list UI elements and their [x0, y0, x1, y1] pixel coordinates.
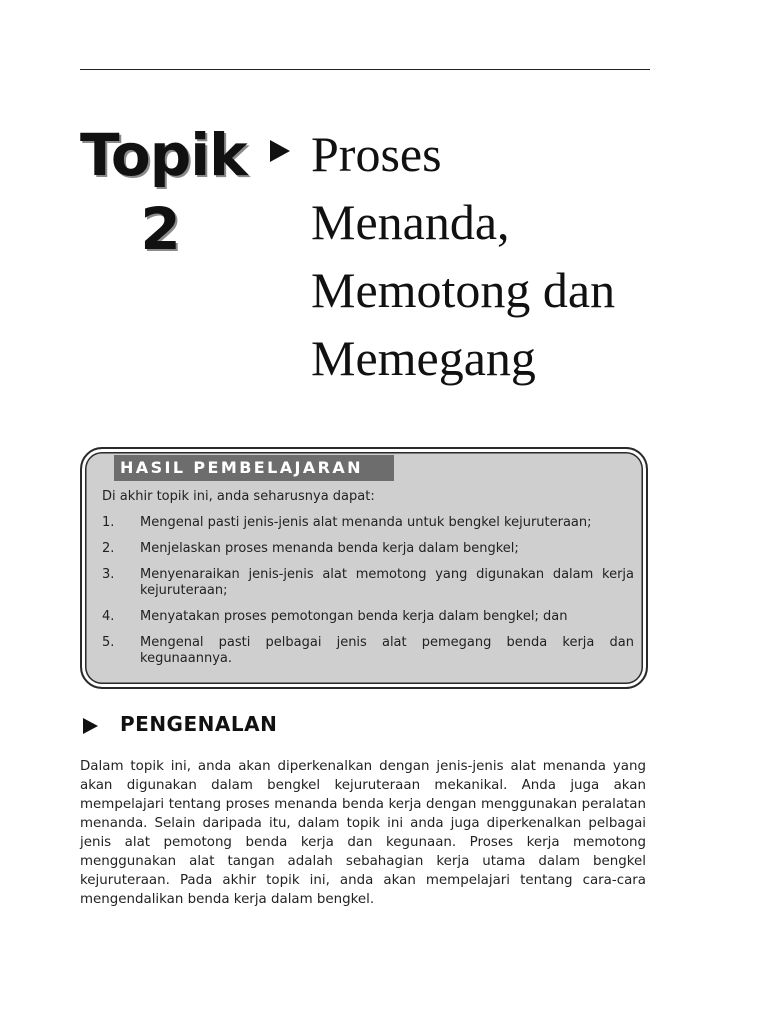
- title-line: Menanda,: [311, 194, 510, 250]
- list-item: [102, 609, 634, 625]
- list-item-number: 5.: [102, 635, 115, 650]
- list-item-text: Menyatakan proses pemotongan benda kerja dalam bengkel; dan: [140, 609, 568, 624]
- list-item-text: Menjelaskan proses menanda benda kerja dalam bengkel;: [140, 541, 519, 556]
- list-item-number: 4.: [102, 609, 115, 624]
- learning-outcomes-list: [102, 515, 634, 677]
- learning-outcomes-box: [80, 447, 648, 689]
- topic-number: 2: [140, 195, 180, 263]
- section-heading: PENGENALAN: [120, 712, 278, 736]
- title-line: Memotong dan: [311, 262, 616, 318]
- topic-word: Topik: [80, 121, 247, 189]
- list-item-number: 3.: [102, 567, 115, 582]
- list-item: [102, 515, 634, 531]
- title-arrow-icon: [270, 140, 290, 162]
- list-item: [102, 635, 634, 667]
- learning-outcomes-heading: HASIL PEMBELAJARAN: [114, 455, 394, 481]
- list-item-text: Menyenaraikan jenis-jenis alat memotong yang digunakan dalam kerja kejuruteraan;: [140, 567, 634, 598]
- page-title: [311, 120, 731, 392]
- learning-outcomes-intro: Di akhir topik ini, anda seharusnya dapat:: [102, 489, 375, 504]
- title-line: Memegang: [311, 330, 536, 386]
- list-item-text: Mengenal pasti pelbagai jenis alat pemegang benda kerja dan kegunaannya.: [140, 635, 634, 666]
- list-item: [102, 567, 634, 599]
- intro-paragraph: Dalam topik ini, anda akan diperkenalkan dengan jenis-jenis alat menanda yang akan digunakan dalam bengkel kejuruteraan mekanikal. Anda juga akan mempelajari tentang proses menanda benda kerja dengan menggunakan peralatan menanda. Selain daripada itu, dalam topik ini anda juga diperkenalkan pelbagai jenis alat pemotong benda kerja dan kegunaan. Proses kerja memotong menggunakan alat tangan adalah sebahagian kerja utama dalam bengkel kejuruteraan. Pada akhir topik ini, anda akan mempelajari tentang cara-cara mengendalikan benda kerja dalam bengkel.: [80, 759, 646, 907]
- topic-label: [80, 118, 247, 266]
- title-line: Proses: [311, 126, 442, 182]
- top-rule: [80, 69, 650, 70]
- list-item-number: 2.: [102, 541, 115, 556]
- list-item: [102, 541, 634, 557]
- list-item-number: 1.: [102, 515, 115, 530]
- section-arrow-icon: [83, 718, 98, 734]
- list-item-text: Mengenal pasti jenis-jenis alat menanda untuk bengkel kejuruteraan;: [140, 515, 592, 530]
